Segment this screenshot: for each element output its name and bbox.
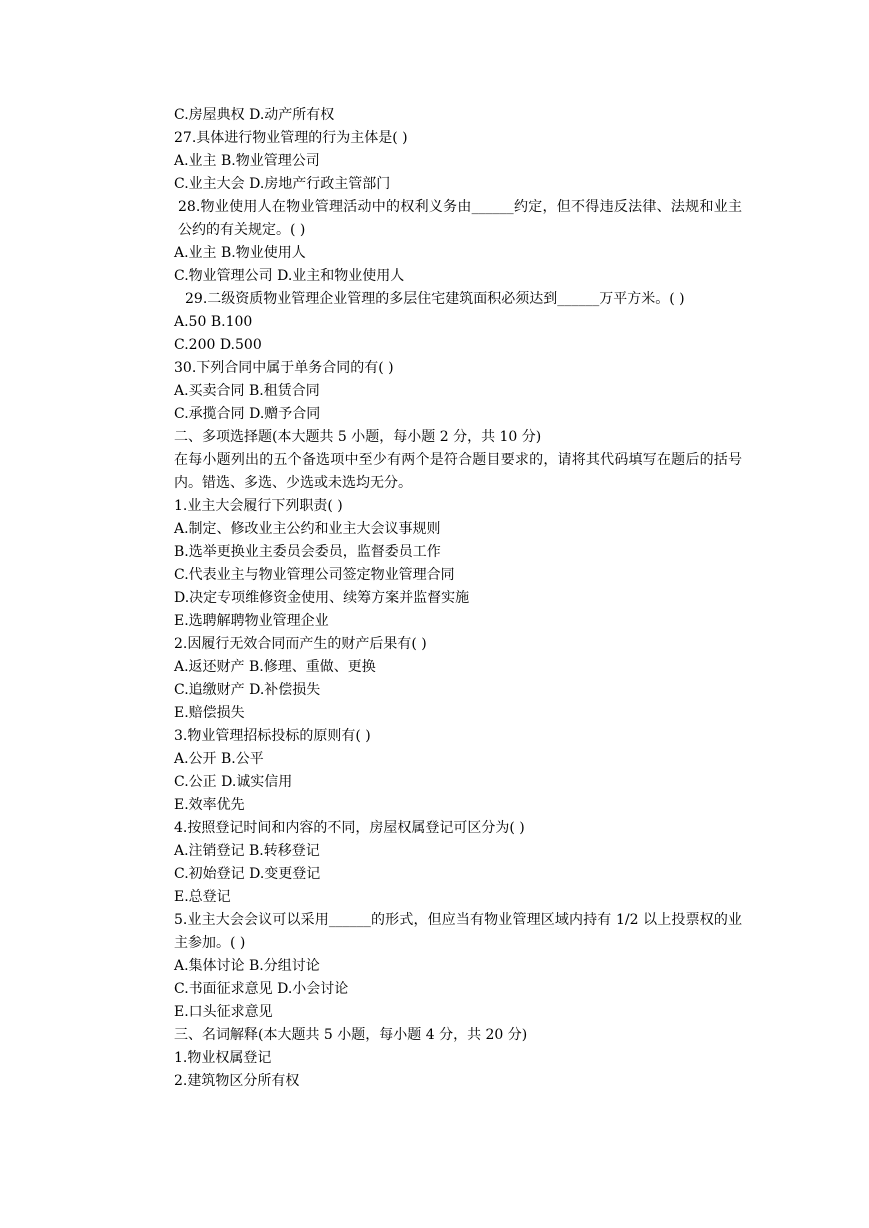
text-line: E.选聘解聘物业管理企业 (174, 613, 329, 629)
text-line: 4.按照登记时间和内容的不同，房屋权属登记可区分为( ) (174, 820, 525, 836)
text-line: A.集体讨论 B.分组讨论 (174, 958, 320, 974)
text-line: A.50 B.100 (174, 314, 253, 330)
document-body (132, 104, 742, 1093)
text-line: C.代表业主与物业管理公司签定物业管理合同 (174, 567, 455, 583)
text-line: A.制定、修改业主公约和业主大会议事规则 (174, 521, 441, 537)
text-line: 30.下列合同中属于单务合同的有( ) (174, 360, 394, 376)
text-line: 在每小题列出的五个备选项中至少有两个是符合题目要求的，请将其代码填写在题后的括号内。错选、多选、少选或未选均无分。 (174, 452, 742, 491)
text-line: 28.物业使用人在物业管理活动中的权利义务由______约定，但不得违反法律、法规和业主公约的有关规定。( ) (178, 199, 742, 238)
text-line: C.房屋典权 D.动产所有权 (174, 107, 335, 123)
text-line: A.业主 B.物业使用人 (174, 245, 306, 261)
text-line: 2.因履行无效合同而产生的财产后果有( ) (174, 636, 427, 652)
text-line: E.总登记 (174, 889, 231, 905)
text-line: E.赔偿损失 (174, 705, 245, 721)
text-line: C.200 D.500 (174, 337, 262, 353)
text-line: E.口头征求意见 (174, 1004, 273, 1020)
text-line: B.选举更换业主委员会委员，监督委员工作 (174, 544, 441, 560)
text-line: C.承揽合同 D.赠予合同 (174, 406, 321, 422)
text-line: A.业主 B.物业管理公司 (174, 153, 320, 169)
text-line: C.追缴财产 D.补偿损失 (174, 682, 321, 698)
text-line: A.返还财产 B.修理、重做、更换 (174, 659, 376, 675)
text-line: 三、名词解释(本大题共 5 小题，每小题 4 分，共 20 分) (174, 1027, 528, 1043)
text-line: 3.物业管理招标投标的原则有( ) (174, 728, 371, 744)
text-line: 1.物业权属登记 (174, 1050, 272, 1066)
text-line: 29.二级资质物业管理企业管理的多层住宅建筑面积必须达到______万平方米。( ) (185, 291, 685, 307)
text-line: C.公正 D.诚实信用 (174, 774, 293, 790)
text-line: 二、多项选择题(本大题共 5 小题，每小题 2 分，共 10 分) (174, 429, 542, 445)
text-line: C.书面征求意见 D.小会讨论 (174, 981, 349, 997)
text-line: D.决定专项维修资金使用、续筹方案并监督实施 (174, 590, 470, 606)
text-line: 27.具体进行物业管理的行为主体是( ) (174, 130, 408, 146)
text-line: 2.建筑物区分所有权 (174, 1073, 300, 1089)
text-line: C.物业管理公司 D.业主和物业使用人 (174, 268, 405, 284)
text-line: C.业主大会 D.房地产行政主管部门 (174, 176, 391, 192)
text-line: E.效率优先 (174, 797, 245, 813)
text-line: 1.业主大会履行下列职责( ) (174, 498, 343, 514)
text-line: C.初始登记 D.变更登记 (174, 866, 321, 882)
text-line: 5.业主大会会议可以采用______的形式，但应当有物业管理区域内持有 1/2 以上投票权的业主参加。( ) (174, 912, 742, 951)
text-line: A.公开 B.公平 (174, 751, 264, 767)
text-line: A.注销登记 B.转移登记 (174, 843, 320, 859)
text-line: A.买卖合同 B.租赁合同 (174, 383, 320, 399)
